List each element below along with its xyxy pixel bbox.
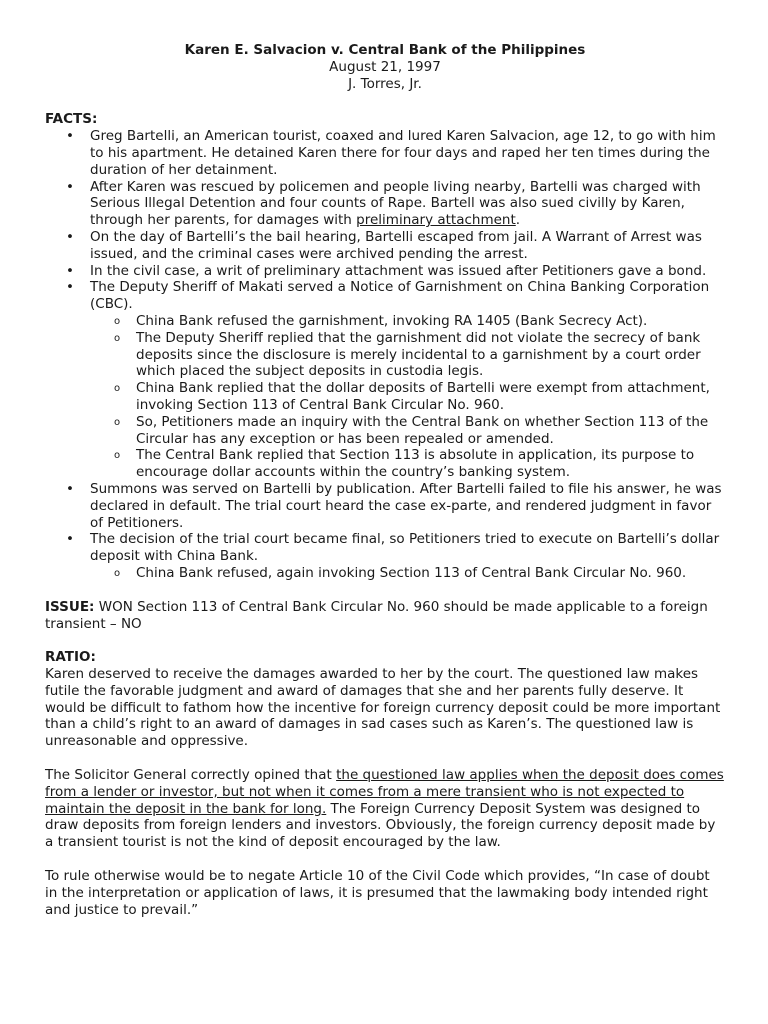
facts-heading: FACTS:	[45, 111, 98, 128]
ratio-paragraph	[45, 767, 725, 851]
issue-section	[45, 599, 725, 633]
issue-heading: ISSUE:	[45, 598, 95, 615]
ratio-paragraph-text-end: The Foreign Currency Deposit System was designed to draw deposits from foreign lenders and investors. Obviously, the foreign currency deposit made by a transient tourist is not the kind of deposit encouraged by the law.	[45, 800, 716, 851]
circle-bullet-icon: o	[114, 450, 121, 462]
bullet-icon: •	[66, 279, 74, 296]
document-content	[45, 42, 725, 918]
facts-subitem-text: So, Petitioners made an inquiry with the Central Bank on whether Section 113 of the Circular has any exception or has been repealed or amended.	[136, 413, 709, 447]
facts-subitem	[90, 447, 725, 481]
facts-subitem-text: China Bank refused, again invoking Section 113 of Central Bank Circular No. 960.	[136, 564, 687, 581]
ratio-paragraph: Karen deserved to receive the damages awarded to her by the court. The questioned law makes futile the favorable judgment and award of damages that she and her parents fully deserve. It would be difficult to fathom how the incentive for foreign currency deposit could be more important than a child’s right to an award of damages in sad cases such as Karen’s. The questioned law is unreasonable and oppressive.	[45, 666, 721, 750]
facts-item-text-end: .	[515, 212, 521, 229]
case-ponente: J. Torres, Jr.	[348, 75, 422, 92]
facts-item	[45, 531, 725, 581]
underlined-quote: the questioned law applies when the deposit does comes from a lender or investor, but not when it comes from a mere transient who is not expected to maintain the deposit in the bank for long.	[45, 767, 724, 817]
facts-item-text: The decision of the trial court became final, so Petitioners tried to execute on Bartelli’s dollar deposit with China Bank.	[90, 531, 720, 565]
facts-sublist	[90, 565, 725, 582]
facts-subitem-text: The Central Bank replied that Section 113 is absolute in application, its purpose to encourage dollar accounts within the country’s banking system.	[136, 447, 695, 481]
facts-item-text: After Karen was rescued by policemen and people living nearby, Bartelli was charged with Serious Illegal Detention and four counts of Rape. Bartell was also sued civilly by Karen, through her parents, for damages with	[90, 178, 701, 229]
bullet-icon: •	[66, 178, 74, 195]
facts-item	[45, 279, 725, 481]
bullet-icon: •	[66, 128, 74, 145]
bullet-icon: •	[66, 228, 74, 245]
case-title: Karen E. Salvacion v. Central Bank of the Philippines	[184, 42, 586, 58]
facts-list	[45, 128, 725, 582]
bullet-icon: •	[66, 531, 74, 548]
facts-subitem-text: China Bank refused the garnishment, invoking RA 1405 (Bank Secrecy Act).	[136, 312, 648, 329]
facts-item-text: Greg Bartelli, an American tourist, coaxed and lured Karen Salvacion, age 12, to go with him to his apartment. He detained Karen there for four days and raped her ten times during the duration of her detainment.	[90, 128, 716, 178]
facts-subitem	[90, 565, 725, 582]
facts-item	[45, 263, 725, 280]
facts-item-text: On the day of Bartelli’s the bail hearing, Bartelli escaped from jail. A Warrant of Arrest was issued, and the criminal cases were archived pending the arrest.	[90, 228, 702, 262]
circle-bullet-icon: o	[114, 315, 121, 327]
facts-item-text: In the civil case, a writ of preliminary attachment was issued after Petitioners gave a bond.	[90, 262, 707, 279]
case-date: August 21, 1997	[329, 58, 441, 75]
facts-item-text: The Deputy Sheriff of Makati served a Notice of Garnishment on China Banking Corporation (CBC).	[90, 279, 710, 313]
issue-text: WON Section 113 of Central Bank Circular No. 960 should be made applicable to a foreign transient – NO	[45, 598, 708, 632]
bullet-icon: •	[66, 262, 74, 279]
facts-subitem-text: The Deputy Sheriff replied that the garnishment did not violate the secrecy of bank deposits since the disclosure is merely incidental to a garnishment by a court order which placed the subject deposits in custodia legis.	[136, 329, 701, 380]
ratio-paragraph-text: The Solicitor General correctly opined that	[45, 767, 337, 784]
circle-bullet-icon: o	[114, 416, 121, 428]
facts-item	[45, 481, 725, 531]
ratio-paragraph: To rule otherwise would be to negate Article 10 of the Civil Code which provides, “In case of doubt in the interpretation or application of laws, it is presumed that the lawmaking body intended right and justice to prevail.”	[45, 868, 710, 918]
facts-sublist	[90, 313, 725, 481]
underlined-phrase: preliminary attachment	[356, 212, 516, 229]
facts-item	[45, 179, 725, 229]
circle-bullet-icon: o	[114, 383, 121, 395]
facts-item	[45, 229, 725, 263]
facts-subitem	[90, 313, 725, 330]
facts-subitem	[90, 414, 725, 448]
facts-subitem-text: China Bank replied that the dollar deposits of Bartelli were exempt from attachment, invoking Section 113 of Central Bank Circular No. 960.	[136, 380, 710, 413]
facts-item	[45, 128, 725, 178]
facts-subitem	[90, 330, 725, 380]
circle-bullet-icon: o	[114, 567, 121, 579]
facts-subitem	[90, 380, 725, 414]
bullet-icon: •	[66, 480, 74, 497]
facts-item-text: Summons was served on Bartelli by publication. After Bartelli failed to file his answer, he was declared in default. The trial court heard the case ex-parte, and rendered judgment in favor of Petitioners.	[90, 480, 722, 531]
circle-bullet-icon: o	[114, 332, 121, 344]
ratio-heading: RATIO:	[45, 649, 96, 666]
case-header	[45, 42, 725, 92]
